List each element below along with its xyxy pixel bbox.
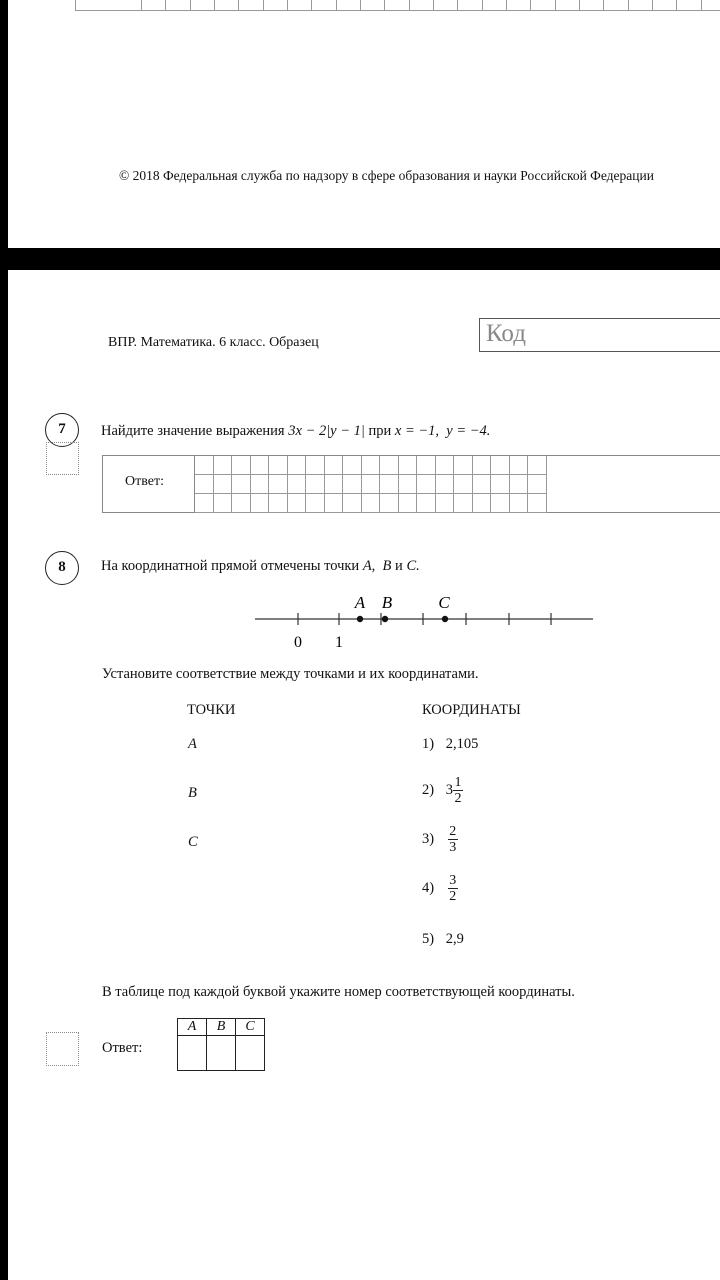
answer-grid-cell <box>214 456 233 475</box>
code-field[interactable] <box>479 318 720 352</box>
tick-label-0: 0 <box>294 634 302 651</box>
grid-cell <box>361 0 385 11</box>
answer-grid-cell <box>232 456 251 475</box>
answer-grid-cell <box>343 456 362 475</box>
page-header-title: ВПР. Математика. 6 класс. Образец <box>108 335 319 350</box>
answer-grid-cell <box>251 475 270 494</box>
column-header-points: ТОЧКИ <box>187 702 236 718</box>
answer-grid-cell <box>232 475 251 494</box>
answer-grid-cell <box>510 494 529 513</box>
answer-cell-b[interactable] <box>207 1036 236 1071</box>
grid-cell <box>239 0 263 11</box>
coord-item-2: 2) 3 $\frac{1}{2}$ <box>422 775 462 806</box>
task-7-condition: x = −1, y = −4. <box>394 423 491 439</box>
answer-grid-cell <box>269 475 288 494</box>
task-8-answer-table[interactable] <box>177 1018 265 1071</box>
answer-grid-cell <box>380 475 399 494</box>
coord-item-5: 5) 2,9 <box>422 931 464 947</box>
number-line <box>248 585 608 655</box>
answer-grid-cell <box>510 456 529 475</box>
answer-grid-cell <box>491 494 510 513</box>
answer-grid-cell <box>232 494 251 513</box>
answer-grid-cell <box>306 494 325 513</box>
answer-grid-cell <box>473 456 492 475</box>
answer-grid-cell <box>325 494 344 513</box>
answer-grid-cell <box>251 494 270 513</box>
answer-grid-cell <box>251 456 270 475</box>
copyright-footer: © 2018 Федеральная служба по надзору в сфере образования и науки Российской Федерации <box>119 168 654 183</box>
answer-grid-cell <box>417 494 436 513</box>
grid-cell <box>507 0 531 11</box>
answer-grid-cell <box>417 456 436 475</box>
point-b <box>382 616 388 622</box>
answer-grid-cell <box>269 456 288 475</box>
task-7-answer-box[interactable] <box>102 455 720 513</box>
point-item-c: C <box>188 834 198 850</box>
answer-header-c: C <box>236 1019 265 1036</box>
answer-grid-cell <box>325 456 344 475</box>
task-8-number: 8 <box>45 551 79 585</box>
point-label-c: C <box>438 593 450 612</box>
answer-grid-cell <box>528 475 547 494</box>
coord-item-4: 4) $\frac{3}{2}$ <box>422 873 457 904</box>
grid-cell <box>483 0 507 11</box>
code-label: Код <box>486 320 526 347</box>
answer-grid-cell <box>214 475 233 494</box>
answer-grid-cell <box>288 456 307 475</box>
answer-grid-cell <box>306 456 325 475</box>
grid-cell <box>166 0 190 11</box>
grid-cell <box>434 0 458 11</box>
table-instruction: В таблице под каждой буквой укажите номер соответствующей координаты. <box>102 984 575 1000</box>
task-7-answer-grid[interactable] <box>194 456 720 513</box>
column-header-coords: КООРДИНАТЫ <box>422 702 521 718</box>
grid-cell <box>312 0 336 11</box>
answer-grid-cell <box>491 475 510 494</box>
answer-grid-cell <box>399 456 418 475</box>
point-c <box>442 616 448 622</box>
answer-header-b: B <box>207 1019 236 1036</box>
task-8-answer-label: Ответ: <box>102 1040 143 1056</box>
answer-grid-cell <box>362 456 381 475</box>
grid-cell <box>702 0 720 11</box>
answer-grid-cell <box>436 494 455 513</box>
answer-grid-cell <box>510 475 529 494</box>
answer-cell-c[interactable] <box>236 1036 265 1071</box>
answer-grid-cell <box>399 475 418 494</box>
grid-cell <box>604 0 628 11</box>
answer-cell-a[interactable] <box>178 1036 207 1071</box>
answer-grid-cell <box>528 494 547 513</box>
grid-cell <box>215 0 239 11</box>
answer-grid-cell <box>528 456 547 475</box>
answer-grid-cell <box>436 456 455 475</box>
answer-grid-cell <box>417 475 436 494</box>
answer-header-a: A <box>178 1019 207 1036</box>
answer-grid-cell <box>195 475 214 494</box>
answer-grid-cell <box>362 475 381 494</box>
point-label-a: A <box>354 593 366 612</box>
task-8-score-box <box>46 1032 79 1066</box>
answer-grid-cell <box>269 494 288 513</box>
answer-grid-cell <box>362 494 381 513</box>
point-item-a: A <box>188 736 197 752</box>
point-item-b: B <box>188 785 197 801</box>
task-7-expression: 3x − 2|y − 1| <box>288 423 365 439</box>
grid-cell <box>653 0 677 11</box>
grid-cell <box>385 0 409 11</box>
answer-grid-cell <box>454 456 473 475</box>
answer-grid-cell <box>454 494 473 513</box>
point-a <box>357 616 363 622</box>
grid-cell <box>76 0 142 11</box>
coord-item-3: 3) $\frac{2}{3}$ <box>422 824 457 855</box>
task-7-text: Найдите значение выражения 3x − 2|y − 1| при x = −1, y = −4. <box>101 423 491 439</box>
answer-grid-cell <box>325 475 344 494</box>
grid-cell <box>531 0 555 11</box>
task-7-answer-label: Ответ: <box>125 474 164 489</box>
grid-cell <box>410 0 434 11</box>
answer-grid-cell <box>288 475 307 494</box>
task-7-score-box <box>46 442 79 475</box>
answer-grid-cell <box>343 494 362 513</box>
answer-grid-cell <box>306 475 325 494</box>
grid-cell <box>580 0 604 11</box>
tick-label-1: 1 <box>335 634 343 651</box>
grid-cell <box>264 0 288 11</box>
grid-cell <box>629 0 653 11</box>
answer-grid-cell <box>380 456 399 475</box>
grid-cell <box>288 0 312 11</box>
answer-grid-cell <box>343 475 362 494</box>
point-label-b: B <box>381 593 393 612</box>
answer-grid-cell <box>214 494 233 513</box>
answer-grid-cell <box>473 494 492 513</box>
answer-grid-cell <box>491 456 510 475</box>
answer-grid-top <box>75 0 720 11</box>
grid-cell <box>677 0 701 11</box>
answer-grid-cell <box>473 475 492 494</box>
answer-grid-cell <box>399 494 418 513</box>
grid-cell <box>458 0 482 11</box>
answer-grid-cell <box>195 456 214 475</box>
task-7-number: 7 <box>45 413 79 447</box>
answer-grid-cell <box>380 494 399 513</box>
grid-cell <box>556 0 580 11</box>
answer-grid-cell <box>436 475 455 494</box>
grid-cell <box>337 0 361 11</box>
grid-cell <box>142 0 166 11</box>
previous-page <box>8 0 720 248</box>
answer-grid-cell <box>288 494 307 513</box>
task-8-instruction: Установите соответствие между точками и их координатами. <box>102 666 479 682</box>
task-8-text: На координатной прямой отмечены точки A, B и C. <box>101 558 420 574</box>
answer-grid-cell <box>195 494 214 513</box>
answer-grid-cell <box>454 475 473 494</box>
coord-item-1: 1) 2,105 <box>422 736 479 752</box>
grid-cell <box>191 0 215 11</box>
current-page <box>8 270 720 1280</box>
